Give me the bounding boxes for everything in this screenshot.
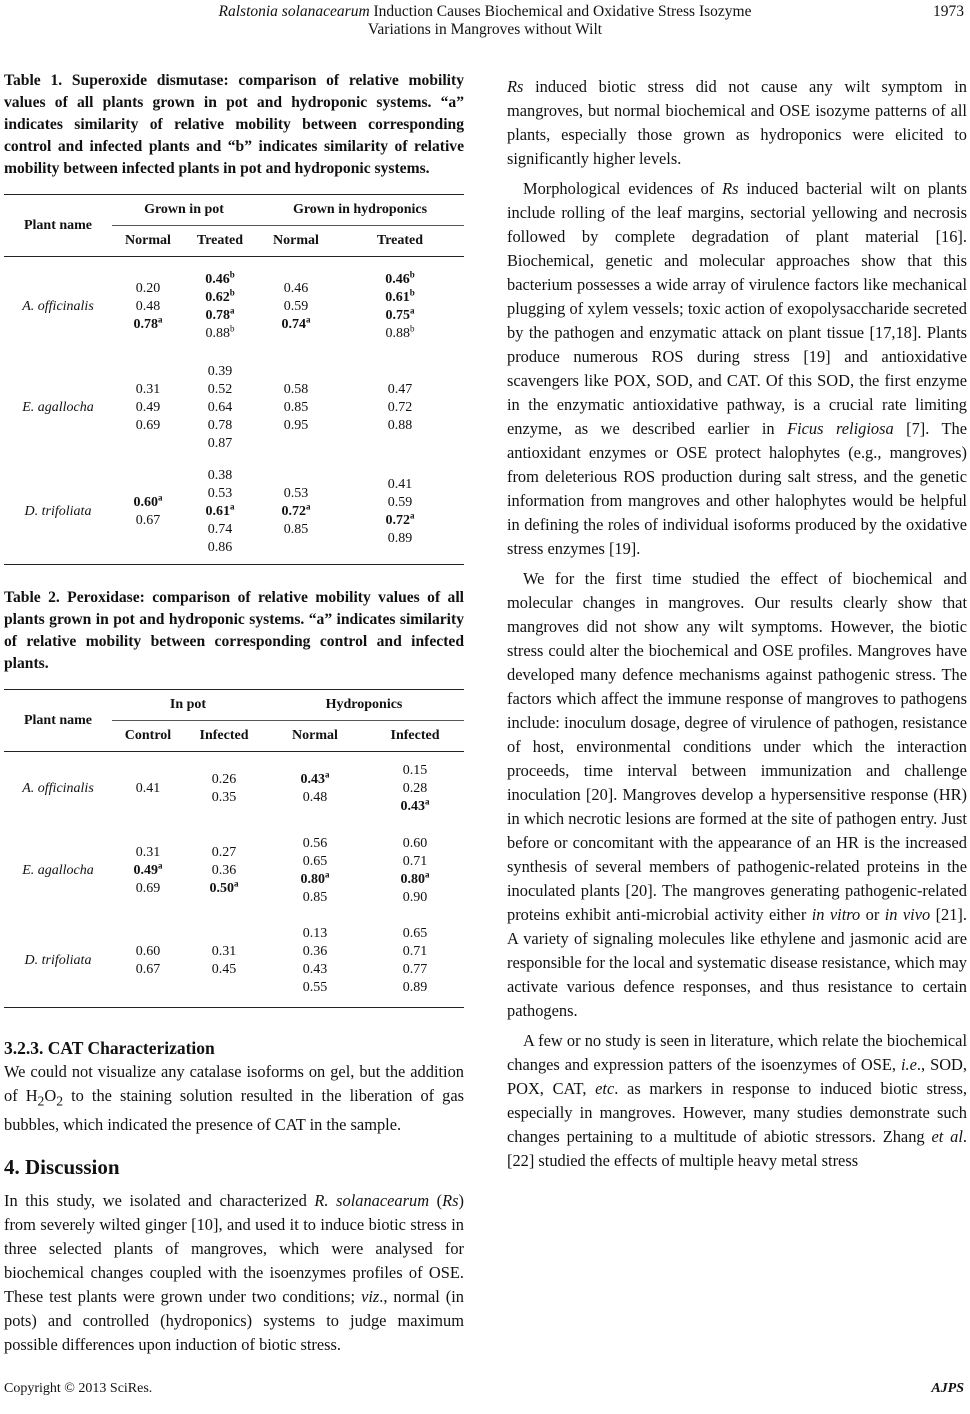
left-column (4, 70, 464, 1357)
plant-name: E. agallocha (22, 400, 94, 415)
table-cell (336, 357, 464, 460)
mobility-value-number: 0.43 (400, 798, 425, 814)
table1-subheader: Normal (112, 226, 184, 257)
mobility-value-number: 0.67 (135, 512, 161, 528)
mobility-value (184, 417, 256, 435)
table-cell (264, 826, 366, 916)
mobility-value-number: 0.38 (207, 467, 233, 483)
mobility-value-number: 0.31 (135, 382, 161, 397)
plant-name: D. trifoliata (24, 503, 92, 519)
table-cell (112, 257, 184, 357)
table2-header-group1: In pot (169, 697, 207, 712)
p2-b: induced bacterial wilt on plants include rolling of the leaf margins, sectorial yellowing and necrosis followed by complete degradation of plant material [16]. Biochemical, genetic and molecular approaches show that this bacterium possesses a wide array of virulence factors like mechanical plugging of xylem vessels; toxic action of exopolysaccharide secreted by the pathogen and enzymatic attack on plant tissue [17,18]. Plants produce numerous ROS during stress [19] and antioxidative scavengers like POX, SOD, and CAT. Of this SOD, the first enzyme in the enzymatic antioxidative pathway, is a crucial rate limiting enzyme, as we described earlier in (507, 179, 967, 438)
mobility-value-number: 0.27 (211, 844, 237, 860)
table-cell (336, 460, 464, 565)
mobility-value-number: 0.46 (283, 280, 309, 296)
mobility-value (264, 789, 366, 807)
table2 (4, 689, 464, 1008)
mobility-value (336, 476, 464, 494)
mobility-value (336, 494, 464, 512)
running-title-line1 (0, 2, 970, 21)
mobility-value-number: 0.65 (302, 853, 328, 869)
mobility-value-number: 0.69 (135, 880, 161, 896)
mobility-value-number: 0.35 (211, 789, 237, 805)
mobility-value-number: 0.80 (300, 871, 325, 887)
table-cell (336, 257, 464, 357)
mobility-value (264, 771, 366, 789)
similarity-marker: a (306, 314, 311, 325)
mobility-value-number: 0.46 (205, 271, 230, 287)
mobility-value-number: 0.20 (135, 280, 161, 296)
cat-sub-2: 2 (56, 1093, 64, 1109)
table-cell (184, 460, 256, 565)
table-cell (264, 916, 366, 1008)
mobility-value-number: 0.36 (211, 862, 237, 878)
mobility-value-number: 0.53 (207, 485, 233, 501)
mobility-value (366, 835, 464, 853)
table1-subheader: Treated (184, 226, 256, 257)
plant-name: A. officinalis (22, 780, 94, 796)
similarity-marker: b (409, 287, 415, 298)
mobility-value (336, 417, 464, 435)
mobility-value-number: 0.31 (211, 944, 237, 960)
mobility-value-number: 0.86 (207, 539, 233, 555)
mobility-value-number: 0.78 (133, 316, 158, 332)
right-column (507, 75, 967, 1173)
mobility-value-number: 0.60 (135, 944, 161, 960)
table-cell (366, 826, 464, 916)
discussion-heading: 4. Discussion (4, 1155, 120, 1180)
mobility-value (336, 289, 464, 307)
table-cell (184, 257, 256, 357)
mobility-value-number: 0.65 (402, 926, 428, 942)
mobility-value (184, 539, 256, 557)
mobility-value-number: 0.36 (302, 944, 328, 960)
mobility-value (366, 798, 464, 816)
mobility-value (184, 521, 256, 539)
mobility-value (184, 363, 256, 381)
mobility-value (256, 399, 336, 417)
mobility-value (366, 979, 464, 997)
mobility-value (264, 925, 366, 943)
mobility-value (336, 530, 464, 548)
similarity-marker: b (410, 323, 415, 334)
table-cell (112, 357, 184, 460)
mobility-value-number: 0.74 (207, 521, 233, 537)
table-cell (256, 357, 336, 460)
cat-text-b: O (44, 1086, 57, 1105)
mobility-value-number: 0.95 (283, 418, 309, 433)
mobility-value-number: 0.74 (281, 316, 306, 332)
p4-d: . [22] studied the effects of multiple heavy metal stress (507, 1127, 967, 1170)
mobility-value (184, 844, 264, 862)
mobility-value (366, 762, 464, 780)
mobility-value-number: 0.31 (135, 844, 161, 860)
p4-i3: et al (931, 1127, 963, 1146)
mobility-value (184, 325, 256, 343)
mobility-value (184, 381, 256, 399)
table-cell (264, 752, 366, 826)
mobility-value (112, 859, 184, 880)
discussion-paragraph-1-continued (507, 75, 967, 171)
p2-i1: Rs (722, 179, 739, 198)
similarity-marker: a (158, 314, 163, 325)
mobility-value-number: 0.47 (387, 382, 413, 397)
p4-b: ., SOD, POX, CAT, (507, 1055, 967, 1098)
mobility-value-number: 0.87 (207, 436, 233, 451)
mobility-value-number: 0.48 (302, 789, 328, 805)
mobility-value-number: 0.88 (205, 325, 230, 341)
p4-i2: etc (595, 1079, 615, 1098)
mobility-value (112, 512, 184, 530)
mobility-value (366, 925, 464, 943)
discussion-paragraph-4 (507, 1029, 967, 1173)
mobility-value-number: 0.39 (207, 364, 233, 379)
mobility-value (112, 399, 184, 417)
table1-subheader: Treated (336, 226, 464, 257)
mobility-value-number: 0.78 (207, 418, 233, 433)
similarity-marker: a (325, 868, 330, 879)
p1-i4: Rs (507, 77, 524, 96)
page-footer (0, 1381, 970, 1405)
mobility-value-number: 0.72 (387, 400, 413, 415)
mobility-value-number: 0.88 (385, 325, 410, 341)
mobility-value (184, 961, 264, 979)
cat-text-c: to the staining solution resulted in the liberation of gas bubbles, which indicated the presence of CAT in the sample. (4, 1086, 464, 1135)
p1-i3: viz (361, 1287, 380, 1307)
mobility-value-number: 0.52 (207, 382, 233, 397)
table-cell (184, 752, 264, 826)
mobility-value (264, 961, 366, 979)
mobility-value (184, 789, 264, 807)
table-row (4, 826, 464, 916)
running-title-rest: Induction Causes Biochemical and Oxidative Stress Isozyme (369, 3, 752, 20)
mobility-value (184, 307, 256, 325)
table2-subheader: Infected (184, 721, 264, 752)
similarity-marker: a (306, 501, 311, 512)
mobility-value-number: 0.88 (387, 418, 413, 433)
mobility-value-number: 0.71 (402, 853, 428, 869)
p2-c: [7]. The antioxidant enzymes or OSE protect halophytes (e.g., mangroves) from deleterious ROS production during salt stress, and the genetic information from mangroves and other halophytes would be helpful in defining the roles of individual isoforms produced by the oxidative stress enzymes [19]. (507, 419, 967, 558)
mobility-value-number: 0.13 (302, 926, 328, 942)
mobility-value-number: 0.64 (207, 400, 233, 415)
cat-sub-1: 2 (37, 1093, 45, 1109)
mobility-value-number: 0.72 (385, 512, 410, 528)
mobility-value-number: 0.41 (135, 780, 161, 796)
table2-subheader: Normal (264, 721, 366, 752)
mobility-value (184, 877, 264, 898)
p3-a: We for the first time studied the effect of biochemical and molecular changes in mangroves. Our results clearly show that mangroves did not show any wilt symptoms. However, the biotic stress could alter the biochemical and OSE profiles. Mangroves have developed many defence mechanisms against pathogenic stress. The factors which affect the immune response of mangroves to pathogens include: inoculum dosage, degree of virulence of pathogen, resistance of host, environmental conditions under which the interaction proceeds, time interval between immunization and challenge inoculation [20]. Mangroves develop a hypersensitive response (HR) in which necrotic lesions are formed at the site of pathogen entry. Just before or concomitant with the appearance of an HR is the increased synthesis of several members of pathogenic-related proteins in the inoculated plants [20]. The mangroves generating pathogenic-related proteins exhibit anti-microbial activity either (507, 569, 967, 924)
mobility-value (366, 868, 464, 889)
mobility-value-number: 0.49 (133, 862, 158, 878)
table-cell (256, 460, 336, 565)
mobility-value (256, 280, 336, 298)
mobility-value-number: 0.61 (205, 503, 230, 519)
mobility-value (184, 399, 256, 417)
mobility-value (366, 889, 464, 907)
mobility-value-number: 0.45 (211, 962, 237, 978)
mobility-value (112, 316, 184, 334)
table1-subheader: Normal (256, 226, 336, 257)
mobility-value (184, 289, 256, 307)
mobility-value (112, 494, 184, 512)
plant-name: A. officinalis (22, 298, 94, 314)
mobility-value (112, 381, 184, 399)
mobility-value (256, 485, 336, 503)
mobility-value (366, 961, 464, 979)
p3-i1: in vitro (811, 905, 861, 924)
mobility-value (256, 316, 336, 334)
mobility-value-number: 0.77 (402, 962, 428, 978)
p1-e: induced biotic stress did not cause any wilt symptom in mangroves, but normal biochemical and OSE isozyme patterns of all plants, especially those grown as hydroponics were elicited to significantly higher levels. (507, 77, 967, 168)
mobility-value (264, 835, 366, 853)
mobility-value (184, 862, 264, 880)
table-row (4, 460, 464, 565)
p4-c: . as markers in response to induced biotic stress, especially in mangroves. However, many studies demonstrate such changes pertaining to a multitude of abiotic stressors. Zhang (507, 1079, 967, 1146)
table1-header-group1: Grown in pot (144, 202, 224, 217)
mobility-value-number: 0.72 (281, 503, 306, 519)
table-cell (256, 257, 336, 357)
mobility-value-number: 0.15 (402, 762, 428, 778)
mobility-value (184, 943, 264, 961)
footer-journal: AJPS (931, 1381, 964, 1396)
p4-a: A few or no study is seen in literature, which relate the biochemical changes and expression patters of the isoenzymes of OSE, (507, 1031, 967, 1074)
mobility-value-number: 0.89 (387, 530, 413, 546)
mobility-value (336, 381, 464, 399)
mobility-value (184, 771, 264, 789)
similarity-marker: a (425, 868, 430, 879)
table-cell (366, 752, 464, 826)
mobility-value (336, 271, 464, 289)
mobility-value-number: 0.59 (387, 494, 413, 510)
p1-i2: Rs (442, 1191, 459, 1211)
p2-i2: Ficus religiosa (787, 419, 894, 438)
discussion-paragraph-1 (4, 1189, 464, 1357)
table1-header-group2: Grown in hydroponics (292, 202, 428, 217)
section-cat-heading: 3.2.3. CAT Characterization (4, 1038, 215, 1058)
mobility-value (184, 271, 256, 289)
mobility-value-number: 0.60 (133, 494, 158, 510)
plant-name: D. trifoliata (24, 953, 92, 969)
mobility-value (256, 503, 336, 521)
similarity-marker: a (158, 492, 163, 503)
p1-a: In this study, we isolated and characterized (4, 1191, 315, 1211)
mobility-value-number: 0.85 (283, 400, 309, 415)
plant-name: E. agallocha (22, 862, 94, 878)
mobility-value (256, 298, 336, 316)
mobility-value-number: 0.60 (402, 835, 428, 851)
table2-subheader: Control (112, 721, 184, 752)
table1 (4, 194, 464, 565)
mobility-value-number: 0.71 (402, 944, 428, 960)
mobility-value-number: 0.48 (135, 298, 161, 314)
mobility-value (112, 780, 184, 798)
similarity-marker: b (229, 269, 235, 280)
similarity-marker: a (410, 510, 415, 521)
table2-caption: Table 2. Peroxidase: comparison of relative mobility values of all plants grown in pot and hydroponic systems. “a” indicates similarity of relative mobility between corresponding control and infected plants. (4, 589, 464, 672)
mobility-value (336, 399, 464, 417)
table2-subheader: Infected (366, 721, 464, 752)
similarity-marker: a (234, 877, 239, 888)
mobility-value (264, 889, 366, 907)
mobility-value-number: 0.50 (209, 880, 234, 896)
mobility-value (112, 844, 184, 862)
table-cell (184, 357, 256, 460)
mobility-value (256, 417, 336, 435)
table1-header-plant: Plant name (23, 217, 93, 233)
mobility-value-number: 0.80 (400, 871, 425, 887)
running-title-line2: Variations in Mangroves without Wilt (367, 21, 603, 38)
mobility-value-number: 0.89 (402, 980, 428, 996)
mobility-value (264, 868, 366, 889)
running-title-species: Ralstonia solanacearum (218, 3, 370, 20)
mobility-value-number: 0.85 (283, 521, 309, 537)
mobility-value (112, 880, 184, 898)
mobility-value (184, 467, 256, 485)
mobility-value-number: 0.41 (387, 476, 413, 492)
p4-i1: i.e (900, 1055, 917, 1074)
similarity-marker: b (230, 323, 235, 334)
mobility-value (336, 307, 464, 325)
mobility-value-number: 0.26 (211, 771, 237, 787)
discussion-paragraph-3 (507, 567, 967, 1023)
mobility-value (366, 853, 464, 871)
table-cell (184, 826, 264, 916)
section-cat-text (4, 1060, 464, 1137)
table-row (4, 916, 464, 1008)
table1-caption: Table 1. Superoxide dismutase: comparison of relative mobility values of all plants grown in pot and hydroponic systems. “a” indicates similarity of relative mobility between corresponding control and infected plants and “b” indicates similarity of relative mobility between infected plants in pot and hydroponic systems. (4, 72, 464, 177)
discussion-paragraph-2 (507, 177, 967, 561)
mobility-value (256, 521, 336, 539)
table-cell (366, 916, 464, 1008)
mobility-value (184, 503, 256, 521)
mobility-value (256, 381, 336, 399)
similarity-marker: a (410, 305, 415, 316)
similarity-marker: b (409, 269, 415, 280)
table-cell (112, 752, 184, 826)
table-row (4, 257, 464, 357)
p1-i1: R. solanacearum (314, 1191, 430, 1211)
p3-b: or (860, 905, 885, 924)
table-cell (112, 916, 184, 1008)
mobility-value-number: 0.43 (300, 771, 325, 787)
p2-a: Morphological evidences of (523, 179, 723, 198)
mobility-value (336, 325, 464, 343)
mobility-value-number: 0.90 (402, 889, 428, 905)
cat-text-a: We could not visualize any catalase isoforms on gel, but the addition of H (4, 1062, 464, 1105)
mobility-value (184, 435, 256, 453)
mobility-value-number: 0.62 (205, 289, 230, 305)
mobility-value (366, 943, 464, 961)
mobility-value (112, 298, 184, 316)
mobility-value (366, 780, 464, 798)
mobility-value-number: 0.53 (283, 485, 309, 501)
similarity-marker: a (230, 501, 235, 512)
table2-header-plant: Plant name (23, 712, 93, 728)
p1-b: ( (429, 1191, 443, 1211)
p1-d: ., normal (in pots) and controlled (hydroponics) systems to judge maximum possible differences upon induction of biotic stress. (4, 1287, 464, 1355)
mobility-value-number: 0.56 (302, 835, 328, 851)
mobility-value-number: 0.67 (135, 962, 161, 978)
mobility-value (112, 961, 184, 979)
table2-header-group2: Hydroponics (325, 697, 403, 712)
p1-c: ) from severely wilted ginger [10], and used it to induce biotic stress in three selected plants of mangroves, which were analysed for biochemical changes coupled with the isoenzymes profiles of OSE. These test plants were grown under two conditions; (4, 1191, 465, 1307)
mobility-value (112, 417, 184, 435)
p3-c: [21]. A variety of signaling molecules like ethylene and jasmonic acid are responsible for the local and systematic disease resistance, which may activate various defence responses, and thus resistance to certain pathogens. (507, 905, 967, 1020)
page-number: 1973 (933, 3, 964, 20)
similarity-marker: a (230, 305, 235, 316)
mobility-value-number: 0.61 (385, 289, 410, 305)
mobility-value (112, 280, 184, 298)
table-cell (184, 916, 264, 1008)
mobility-value (264, 853, 366, 871)
mobility-value-number: 0.55 (302, 980, 328, 996)
mobility-value-number: 0.85 (302, 889, 328, 905)
table-row (4, 357, 464, 460)
mobility-value-number: 0.49 (135, 400, 161, 415)
mobility-value (264, 943, 366, 961)
similarity-marker: b (229, 287, 235, 298)
mobility-value (264, 979, 366, 997)
mobility-value-number: 0.69 (135, 418, 161, 433)
mobility-value-number: 0.28 (402, 780, 428, 796)
mobility-value-number: 0.43 (302, 962, 328, 978)
table-cell (112, 826, 184, 916)
mobility-value (184, 485, 256, 503)
mobility-value-number: 0.46 (385, 271, 410, 287)
mobility-value (336, 512, 464, 530)
table-row (4, 752, 464, 826)
similarity-marker: a (325, 769, 330, 780)
mobility-value-number: 0.58 (283, 382, 309, 397)
table-cell (112, 460, 184, 565)
running-header (0, 0, 970, 40)
footer-copyright: Copyright © 2013 SciRes. (4, 1381, 153, 1396)
mobility-value-number: 0.78 (205, 307, 230, 323)
p3-i2: in vivo (884, 905, 931, 924)
mobility-value (112, 943, 184, 961)
similarity-marker: a (158, 859, 163, 870)
similarity-marker: a (425, 796, 430, 807)
mobility-value-number: 0.75 (385, 307, 410, 323)
mobility-value-number: 0.59 (283, 298, 309, 314)
